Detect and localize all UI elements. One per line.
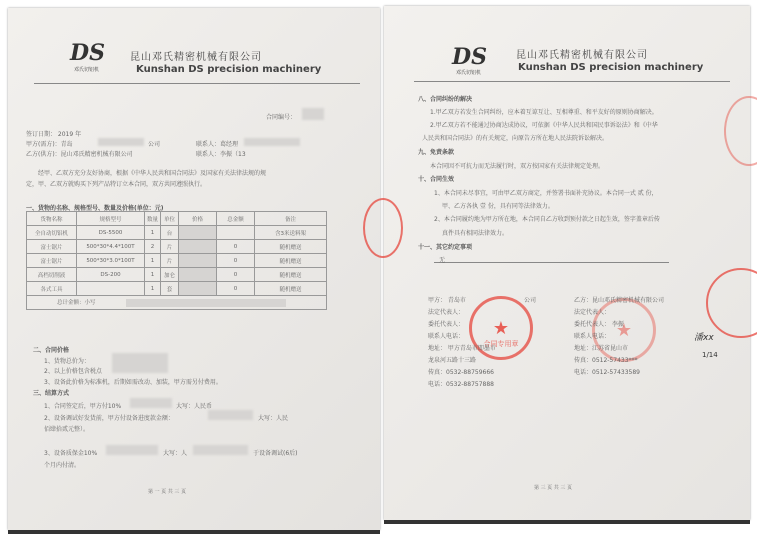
- table-cell: 全自动切铝机: [27, 226, 77, 240]
- company-name-cn: 昆山邓氏精密机械有限公司: [516, 50, 648, 61]
- sec3-item: 3、设备质保金10%: [44, 450, 98, 457]
- logo-subtitle: 邓氏切铝机: [456, 70, 482, 76]
- signature: 潘xx: [694, 333, 714, 343]
- table-row: [27, 226, 327, 240]
- section-9-title: 九、免责条款: [418, 149, 455, 156]
- redacted-price-cell: [179, 282, 217, 296]
- redacted: [244, 138, 300, 146]
- col-header: 总金额: [217, 212, 255, 226]
- sec10-item: 2、本合同履约地为甲方所在地，本合同自乙方收到预付款之日起生效，签字盖章后传: [434, 216, 660, 223]
- sec10-item: 真件具有相同法律效力。: [442, 230, 509, 237]
- intro-line-1: 经甲、乙双方充分友好协商，根据《中华人民共和国合同法》及国家有关法律法规的规: [38, 170, 267, 177]
- table-cell: 1: [145, 268, 161, 282]
- page-edge: [8, 530, 380, 534]
- col-header: 规格型号: [77, 212, 145, 226]
- table-row: [27, 268, 327, 282]
- contract-page-1: [8, 8, 380, 530]
- total-cell: [27, 296, 327, 310]
- table-cell: DS-200: [77, 268, 145, 282]
- table-cell: [217, 226, 255, 240]
- intro-line-2: 定，甲、乙双方就购买下列产品特订立本合同，双方共同遵照执行。: [26, 181, 207, 188]
- ds-logo: DS: [70, 40, 105, 66]
- sec8-item: 2.甲乙双方若不能通过协商达成协议，可依据《中华人民共和国民事诉讼法》和《中华: [430, 122, 658, 129]
- table-cell: 富士锯片: [27, 254, 77, 268]
- table-cell: 0: [217, 268, 255, 282]
- party-a-line: 法定代表人：: [428, 309, 465, 316]
- contract-no-label: 合同编号：: [266, 114, 297, 121]
- col-header: 货物名称: [27, 212, 77, 226]
- sec3-item: 大写：人民: [258, 415, 289, 422]
- total-label: 总计金额：小写: [57, 300, 96, 307]
- table-cell: 随机赠送: [255, 268, 327, 282]
- redacted: [126, 299, 286, 307]
- party-a-contact: 联系人：葛经理: [196, 141, 239, 148]
- party-b-seal-stamp: ★: [592, 298, 656, 362]
- sec10-item: 1、本合同未尽事宜，可由甲乙双方商定，并签署书面补充协议。本合同一式 贰 份，: [434, 190, 658, 197]
- redacted: [106, 445, 158, 455]
- section-3-title: 三、结算方式: [33, 390, 70, 397]
- party-b-line: 法定代表人：: [574, 309, 611, 316]
- party-a-line: 甲方： 青岛市: [428, 297, 466, 304]
- redacted: [302, 108, 324, 120]
- table-cell: 含3米送料架: [255, 226, 327, 240]
- section-1-title: 一、货物的名称、规格型号、数量及价格(单位：元): [26, 205, 164, 212]
- sec3-item: 佰肆拾贰元整）。: [44, 426, 90, 433]
- sec9-text: 本合同因不可抗力而无法履行时，双方按国家有关法律规定处理。: [430, 163, 605, 170]
- table-cell: 1: [145, 254, 161, 268]
- total-row: [27, 296, 327, 310]
- party-b: 乙方(供方)：昆山邓氏精密机械有限公司: [26, 151, 133, 158]
- redacted: [208, 410, 253, 420]
- table-cell: 随机赠送: [255, 282, 327, 296]
- stamp-text: 合同专用章: [483, 340, 519, 348]
- page-footer: 第 三 页 共 三 页: [534, 485, 572, 491]
- header-rule: [34, 83, 360, 84]
- table-cell: 片: [161, 240, 179, 254]
- sec8-item: 1.甲乙双方若发生合同纠纷，应本着互谅互让、互相尊重、和平友好的原则协商解决。: [430, 109, 658, 116]
- table-cell: 富士锯片: [27, 240, 77, 254]
- party-b-contact: 联系人：李振（13: [196, 151, 246, 158]
- party-a-line: 电话：0532-88757888: [428, 381, 494, 388]
- party-b-line: 电话：0512-57433589: [574, 369, 640, 376]
- redacted-price-cell: [179, 240, 217, 254]
- company-name-cn: 昆山邓氏精密机械有限公司: [130, 52, 262, 63]
- goods-table: [26, 211, 327, 310]
- section-11-title: 十一、其它约定事项: [418, 244, 473, 251]
- table-cell: 随机赠送: [255, 254, 327, 268]
- table-cell: 加仑: [161, 268, 179, 282]
- table-cell: 套: [161, 282, 179, 296]
- page-edge: [384, 520, 750, 524]
- table-cell: 2: [145, 240, 161, 254]
- section-10-title: 十、合同生效: [418, 176, 455, 183]
- sec3-item: 于设备调试(6后): [253, 450, 298, 457]
- table-cell: 0: [217, 254, 255, 268]
- redacted-price-cell: [179, 254, 217, 268]
- party-a-line: 地址： 甲方青岛市即墨市: [428, 345, 496, 352]
- redacted-price-cell: [179, 226, 217, 240]
- party-a-line: 龙泉河五路十三路: [428, 357, 477, 364]
- party-a-suffix: 公司: [524, 297, 537, 304]
- underline: [434, 262, 669, 263]
- handwritten-date: 1/14: [702, 351, 718, 359]
- sec3-item: 大写：人: [163, 450, 188, 457]
- table-cell: 高档切削液: [27, 268, 77, 282]
- section-8-title: 八、合同纠纷的解决: [418, 96, 473, 103]
- table-cell: 1: [145, 282, 161, 296]
- table-cell: 500*30*3.0*100T: [77, 254, 145, 268]
- redacted: [112, 353, 168, 373]
- party-a-line: 委托代表人：: [428, 321, 465, 328]
- sec3-item: 大写：人民币: [176, 403, 213, 410]
- table-header-row: [27, 212, 327, 226]
- redacted: [98, 138, 144, 146]
- col-header: 数量: [145, 212, 161, 226]
- party-b-line: 地址：江苏省昆山市: [574, 345, 629, 352]
- table-cell: 片: [161, 254, 179, 268]
- table-cell: DS-5500: [77, 226, 145, 240]
- seal-stamp-edge: [724, 96, 757, 166]
- page-footer: 第 一 页 共 三 页: [148, 489, 186, 495]
- party-a-suffix: 公司: [148, 141, 161, 148]
- table-row: [27, 254, 327, 268]
- sign-date: 签订日期： 2019 年: [26, 131, 82, 138]
- party-b-line: 委托代表人： 李振: [574, 321, 624, 328]
- table-cell: 各式工具: [27, 282, 77, 296]
- header-rule: [414, 81, 730, 82]
- party-a-seal-stamp: ★ 合同专用章: [469, 296, 533, 360]
- party-a-line: 联系人电话：: [428, 333, 465, 340]
- redacted: [130, 398, 172, 408]
- company-name-en: Kunshan DS precision machinery: [136, 64, 322, 75]
- table-cell: 0: [217, 240, 255, 254]
- table-cell: [77, 282, 145, 296]
- party-a-line: 传真：0532-88759666: [428, 369, 494, 376]
- party-a: 甲方(需方)：青岛: [26, 141, 73, 148]
- table-cell: 500*30*4.4*100T: [77, 240, 145, 254]
- table-cell: 0: [217, 282, 255, 296]
- sec10-item: 甲、乙方各执 壹 份，具有同等法律效力。: [442, 203, 554, 210]
- ds-logo: DS: [452, 44, 487, 70]
- party-b-line: 传真：0512-57433***: [574, 357, 638, 364]
- col-header: 单位: [161, 212, 179, 226]
- sec3-item: 1、合同签定后，甲方付10%: [44, 403, 122, 410]
- logo-subtitle: 邓氏切铝机: [74, 67, 100, 73]
- sec2-item: 1、货物总价为：: [44, 358, 90, 365]
- contract-page-3: [384, 6, 750, 520]
- table-cell: 随机赠送: [255, 240, 327, 254]
- company-name-en: Kunshan DS precision machinery: [518, 62, 704, 73]
- section-2-title: 二、合同价格: [33, 347, 70, 354]
- redacted: [193, 445, 248, 455]
- table-cell: 台: [161, 226, 179, 240]
- redacted-price-cell: [179, 268, 217, 282]
- sec3-item: 个月内付清。: [44, 462, 81, 469]
- sec11-text: 无: [439, 257, 446, 264]
- table-row: [27, 282, 327, 296]
- table-cell: 1: [145, 226, 161, 240]
- col-header: 备注: [255, 212, 327, 226]
- col-header: 价格: [179, 212, 217, 226]
- sec2-item: 3、设备此价格为标准机，后期如需改动、加装，甲方需另付费用。: [44, 379, 222, 386]
- party-b-line: 联系人电话：: [574, 333, 611, 340]
- seal-stamp-edge: [706, 268, 757, 338]
- party-b-line: 乙方：昆山邓氏精密机械有限公司: [574, 297, 665, 304]
- table-row: [27, 240, 327, 254]
- sec3-item: 2、设备调试好发货前，甲方付设备进度款金额：: [44, 415, 174, 422]
- sec2-item: 2、以上价格包含税点: [44, 368, 102, 375]
- sec8-item: 人民共和国合同法》的有关规定，向原告方所在地人民法院诉讼解决。: [422, 135, 609, 142]
